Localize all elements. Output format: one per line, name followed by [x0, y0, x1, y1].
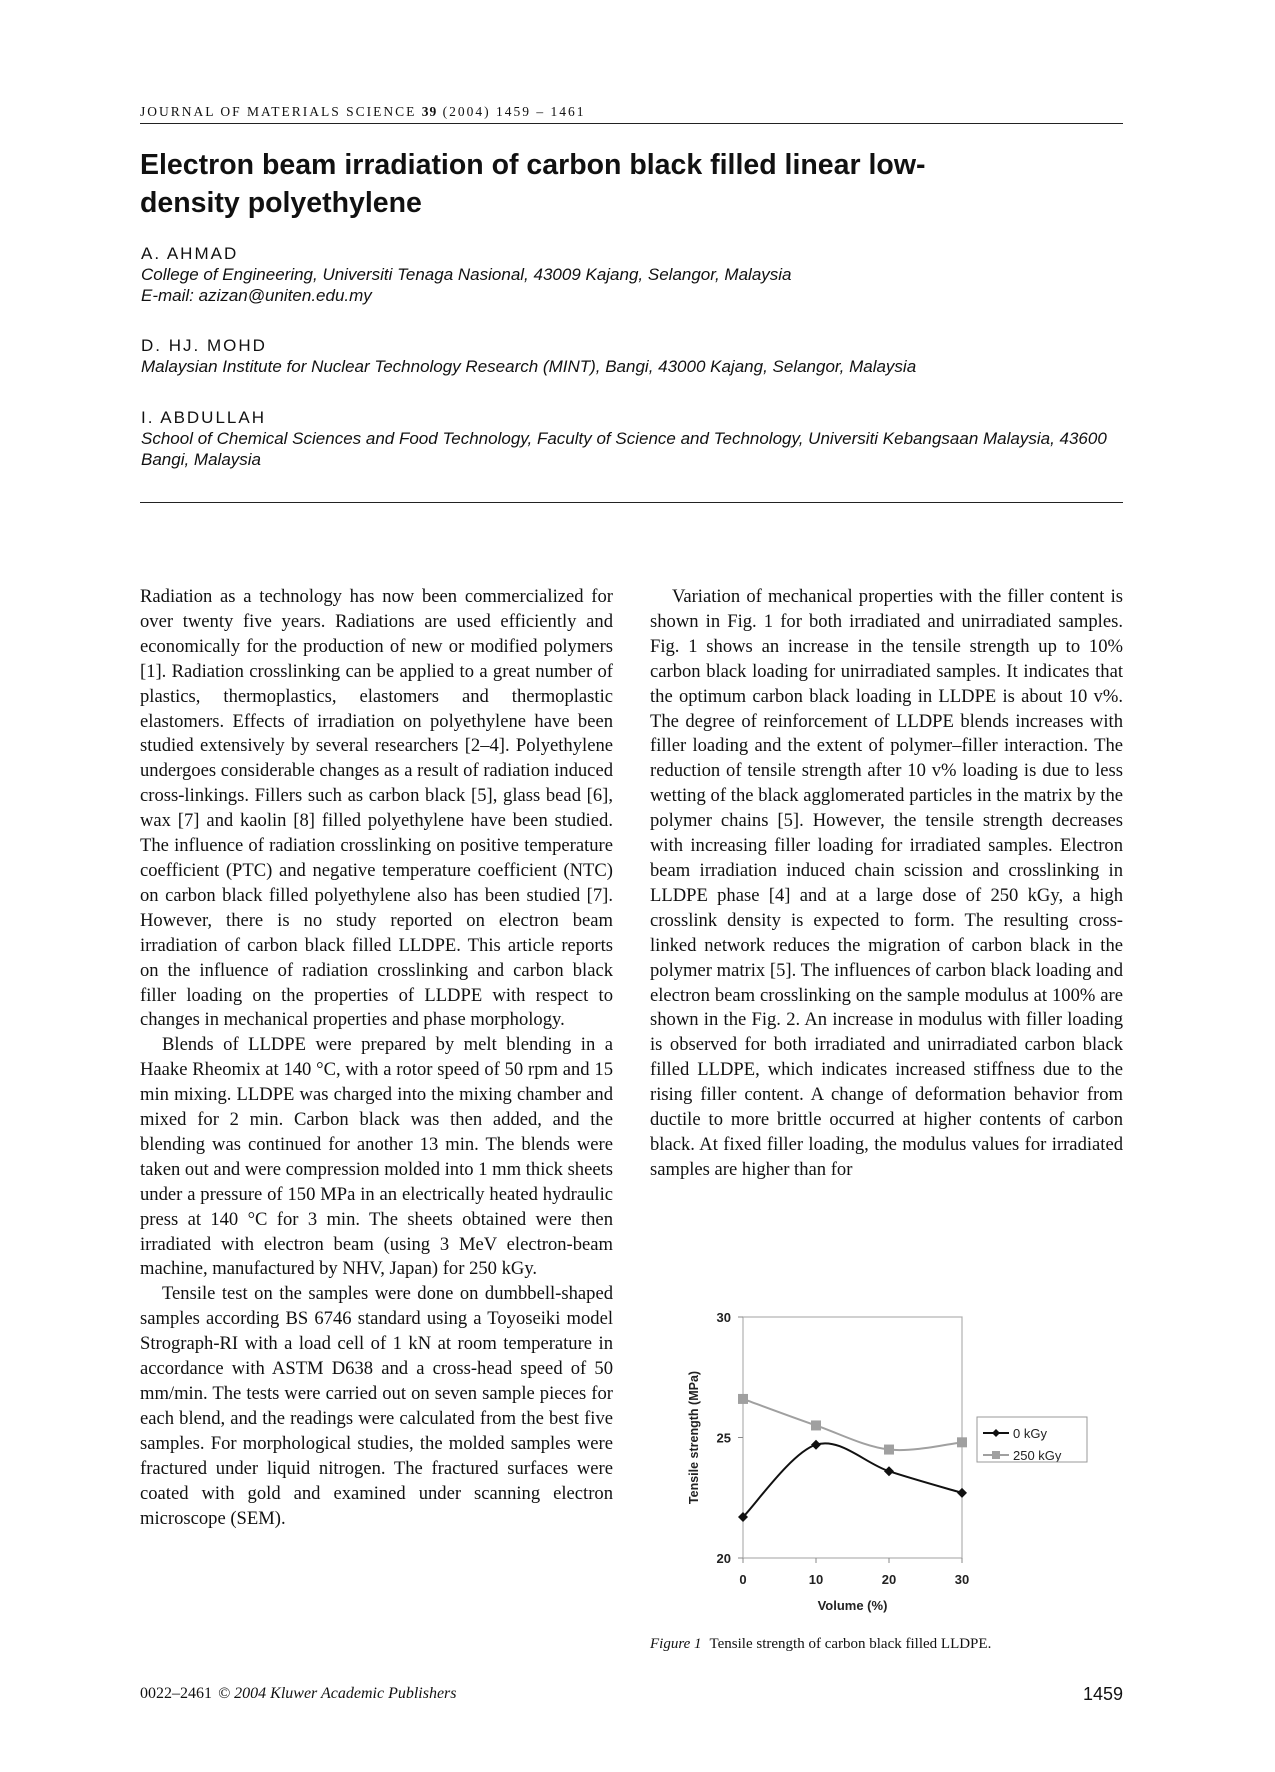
journal-year-pages: (2004) 1459 – 1461 [442, 104, 586, 119]
author-name: I. ABDULLAH [141, 408, 266, 427]
x-tick-label: 10 [808, 1572, 824, 1587]
paper-title: Electron beam irradiation of carbon black filled linear low-density polyethylene [140, 149, 926, 219]
paragraph: Radiation as a technology has now been commercialized for over twenty five years. Radiations are used efficiently and economically for the production of new or modified polymers [1]. Radiation crosslinking can be applied to a great number of plastics, thermoplastics, elastomers and thermoplastic elastomers. Effects of irradiation on polyethylene have been studied extensively by several researchers [2–4]. Polyethylene undergoes considerable changes as a result of radiation induced cross-linkings. Fillers such as carbon black [5], glass bead [6], wax [7] and kaolin [8] filled polyethylene have been studied. The influence of radiation crosslinking on positive temperature coefficient (PTC) and negative temperature coefficient (NTC) on carbon black filled polyethylene also has been studied [7]. However, there is no study reported on electron beam irradiation of carbon black filled LLDPE. This article reports on the influence of radiation crosslinking and carbon black filler loading on the properties of LLDPE with respect to changes in mechanical properties and phase morphology. [140, 586, 613, 1031]
x-tick-label: 0 [739, 1572, 747, 1587]
author-affiliation: College of Engineering, Universiti Tenaga Nasional, 43009 Kajang, Selangor, Malaysia [141, 265, 792, 284]
data-point [738, 1394, 748, 1404]
x-axis-label: Volume (%) [817, 1598, 888, 1613]
x-tick-label: 30 [954, 1572, 970, 1587]
journal-name: JOURNAL OF MATERIALS SCIENCE [140, 104, 417, 119]
copyright: © 2004 Kluwer Academic Publishers [218, 1685, 457, 1702]
figure-label: Figure 1 [650, 1636, 702, 1652]
figure-caption-text: Tensile strength of carbon black filled LLDPE. [709, 1636, 992, 1652]
running-head [140, 104, 1123, 124]
data-point [811, 1420, 821, 1430]
plot-area [743, 1317, 962, 1558]
legend-marker [992, 1429, 1000, 1437]
author-affiliation: Malaysian Institute for Nuclear Technology Research (MINT), Bangi, 43000 Kajang, Selangor, Malaysia [141, 357, 917, 376]
issn: 0022–2461 [140, 1685, 212, 1702]
x-tick-label: 20 [881, 1572, 897, 1587]
data-point [884, 1445, 894, 1455]
paragraph: Variation of mechanical properties with the filler content is shown in Fig. 1 for both irradiated and unirradiated samples. Fig. 1 shows an increase in the tensile strength up to 10% carbon black loading for unirradiated samples. It indicates that the optimum carbon black loading in LLDPE is about 10 v%. The degree of reinforcement of LLDPE blends increases with filler loading and the extent of polymer–filler interaction. The reduction of tensile strength after 10 v% loading is due to less wetting of the black agglomerated particles in the matrix by the polymer chains [5]. However, the tensile strength decreases with increasing filler loading for irradiated samples. Electron beam irradiation induced chain scission and crosslinking in LLDPE phase [4] and at a large dose of 250 kGy, a high crosslink density is expected to form. The resulting cross-linked network reduces the migration of carbon black in the polymer matrix [5]. The influences of carbon black loading and electron beam crosslinking on the sample modulus at 100% are shown in the Fig. 2. An increase in modulus with filler loading is observed for both irradiated and unirradiated carbon black filled LLDPE, which indicates increased stiffness due to the rising filler content. A change of deformation behavior from ductile to more brittle occurred at higher contents of carbon black. At fixed filler loading, the modulus values for irradiated samples are higher than for [650, 586, 1123, 1180]
footer-issn-copyright [140, 1685, 457, 1703]
journal-volume: 39 [421, 104, 438, 119]
paragraph: Blends of LLDPE were prepared by melt blending in a Haake Rheomix at 140 °C, with a rotor speed of 50 rpm and 15 min mixing. LLDPE was charged into the mixing chamber and mixed for 2 min. Carbon black was then added, and the blending was continued for another 13 min. The blends were taken out and were compression molded into 1 mm thick sheets under a pressure of 150 MPa in an electrically heated hydraulic press at 140 °C for 3 min. The sheets obtained were then irradiated with electron beam (using 3 MeV electron-beam machine, manufactured by NHV, Japan) for 250 kGy. [140, 1034, 614, 1280]
data-point [957, 1437, 967, 1447]
paragraph: Tensile test on the samples were done on dumbbell-shaped samples according BS 6746 standard using a Toyoseiki model Strograph-RI with a load cell of 1 kN at room temperature in accordance with ASTM D638 and a cross-head speed of 50 mm/min. The tests were carried out on seven sample pieces for each blend, and the readings were calculated from the best five samples. For morphological studies, the molded samples were fractured under liquid nitrogen. The fractured surfaces were coated with gold and examined under scanning electron microscope (SEM). [140, 1283, 613, 1529]
author-email: E-mail: azizan@uniten.edu.my [141, 286, 372, 305]
header-divider [140, 502, 1123, 503]
page-number: 1459 [1082, 1684, 1123, 1704]
data-point [957, 1488, 967, 1498]
legend-label: 0 kGy [1013, 1426, 1047, 1441]
legend-label: 250 kGy [1013, 1448, 1062, 1463]
y-tick-label: 30 [716, 1310, 731, 1325]
series-line-250-kGy [743, 1399, 962, 1450]
tensile-strength-chart [640, 1290, 1100, 1630]
y-tick-label: 25 [716, 1430, 731, 1446]
body-column-right [650, 585, 1123, 1183]
author-block [141, 336, 1101, 377]
author-block [141, 244, 1101, 306]
figure-caption [650, 1636, 991, 1653]
series-line-0-kGy [743, 1443, 962, 1517]
author-name: A. AHMAD [141, 244, 239, 263]
y-tick-label: 20 [716, 1551, 731, 1566]
author-affiliation: School of Chemical Sciences and Food Technology, Faculty of Science and Technology, Universiti Kebangsaan Malaysia, 43600 Bangi, Malaysia [141, 429, 1107, 469]
body-column-left [140, 585, 613, 1531]
author-block [141, 408, 1126, 470]
data-point [884, 1466, 894, 1476]
data-point [811, 1440, 821, 1450]
y-axis-label: Tensile strength (MPa) [687, 1370, 701, 1505]
author-name: D. HJ. MOHD [141, 336, 267, 355]
legend-marker [992, 1451, 1000, 1459]
